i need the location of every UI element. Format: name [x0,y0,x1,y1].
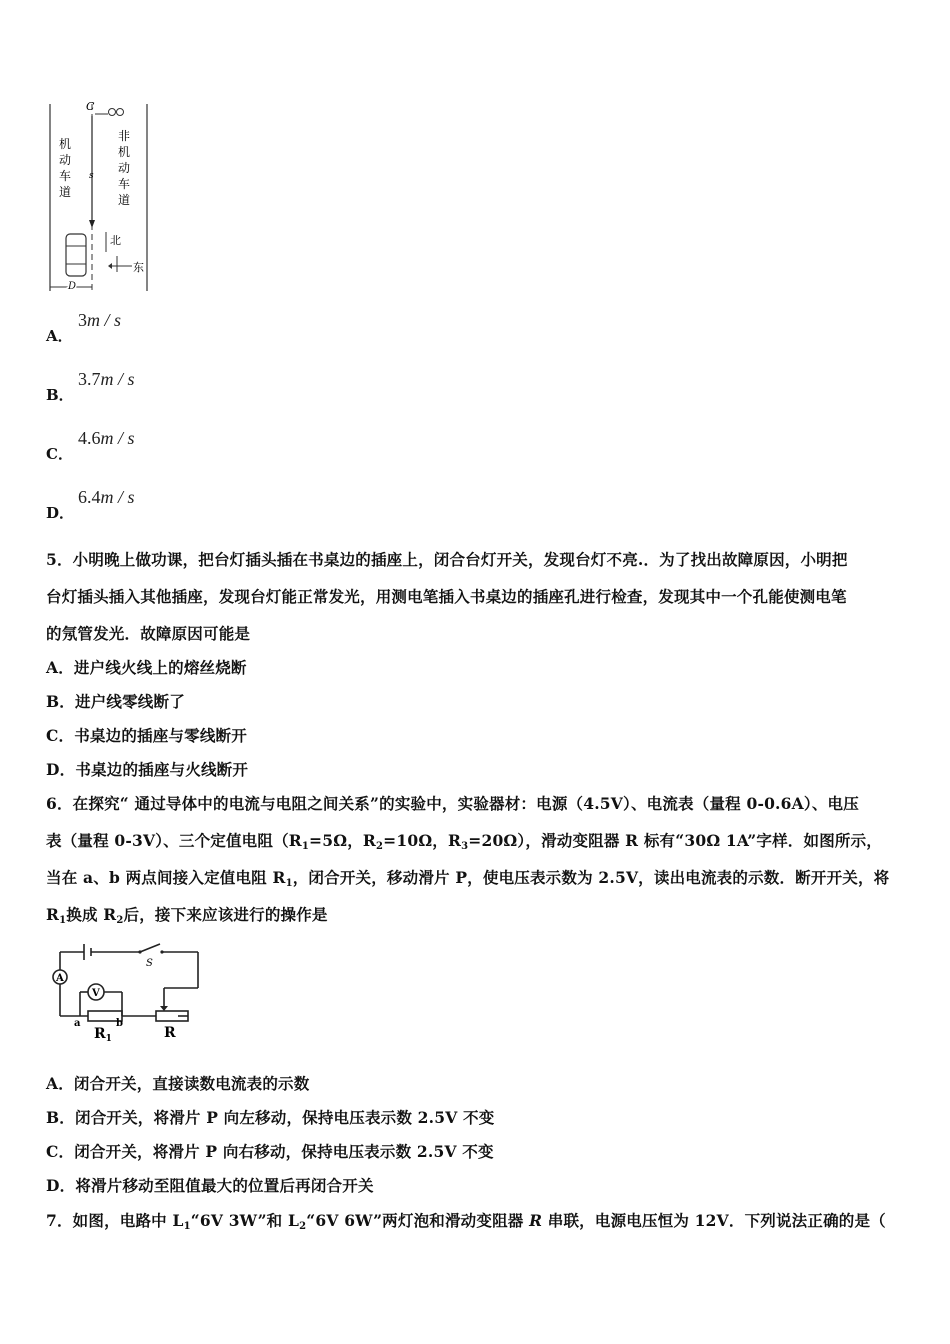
point-a: a [74,1018,81,1029]
svg-text:车: 车 [59,169,72,183]
q5-stem-line1: 5．小明晚上做功课，把台灯插头插在书桌边的插座上，闭合台灯开关，发现台灯不亮.．为了找出故障原因，小明把 [46,550,848,569]
r-label: R [164,1025,176,1041]
north-label: 北 [110,234,121,247]
q5-option-b: B．进户线零线断了 [46,692,185,711]
svg-text:动: 动 [59,153,72,167]
q4-option-a: A． 3m / s [46,310,122,345]
dist-d: D [68,281,77,292]
svg-text:车: 车 [118,177,131,191]
r1-label: $R_1$ [94,1026,112,1044]
q7-stem: 7．如图，电路中 $L_1“6V$ 3W”和 $L_2“6V$ 6W”两灯泡和滑动变阻器 R 串联，电源电压恒为 12V．下列说法正确的是（ [46,1211,886,1232]
circuit-diagram [46,940,206,1050]
road-diagram [40,96,155,296]
q6-option-a: A．闭合开关，直接读数电流表的示数 [46,1074,310,1093]
voltmeter-label: V [92,988,100,999]
q4-option-c: C． 4.6m / s [46,428,135,463]
q6-stem-line4: $R_1$换成 $R_2$后，接下来应该进行的操作是 [46,905,328,926]
q6-option-b: B．闭合开关，将滑片 P 向左移动，保持电压表示数 2.5V 不变 [46,1108,495,1127]
point-b: b [116,1018,123,1029]
svg-text:道: 道 [118,193,131,207]
svg-text:机: 机 [118,145,131,159]
svg-text:道: 道 [59,185,72,199]
ammeter-label: A [56,973,64,984]
q6-option-c: C．闭合开关，将滑片 P 向右移动，保持电压表示数 2.5V 不变 [46,1142,494,1161]
q5-option-c: C．书桌边的插座与零线断开 [46,726,247,745]
q6-stem-line3: 当在 a、b 两点间接入定值电阻 $R_1$，闭合开关，移动滑片 P，使电压表示数为 2.5V，读出电流表的示数．断开开关，将 [46,868,890,889]
svg-text:动: 动 [118,161,131,175]
motor-lane-1: 机 [59,137,72,151]
east-label: 东 [133,261,144,274]
svg-text:非: 非 [118,129,131,143]
q5-stem-line2: 台灯插头插入其他插座，发现台灯能正常发光，用测电笔插入书桌边的插座孔进行检查，发现其中一个孔能使测电笔 [46,587,847,606]
switch-label: S [146,958,153,969]
point-c: C [86,100,95,113]
q5-stem-line3: 的氖管发光．故障原因可能是 [46,624,251,643]
q6-option-d: D．将滑片移动至阻值最大的位置后再闭合开关 [46,1176,374,1195]
q5-option-a: A．进户线火线上的熔丝烧断 [46,658,247,677]
q4-option-d: D． 6.4m / s [46,487,135,522]
q6-stem-line2: 表（量程 0-3V）、三个定值电阻（$R_1=5\Omega$，$R_2=10\Omega$，$R_3=20\Omega$），滑动变阻器 R 标有“30Ω 1A”字样．如图所示， [46,831,883,852]
dist-s: s [89,171,94,181]
q6-stem-line1: 6．在探究“ 通过导体中的电流与电阻之间关系”的实验中，实验器材：电源（4.5V）、电流表（量程 0-0.6A）、电压 [46,794,859,813]
q4-option-b: B． 3.7m / s [46,369,135,404]
q5-option-d: D．书桌边的插座与火线断开 [46,760,249,779]
